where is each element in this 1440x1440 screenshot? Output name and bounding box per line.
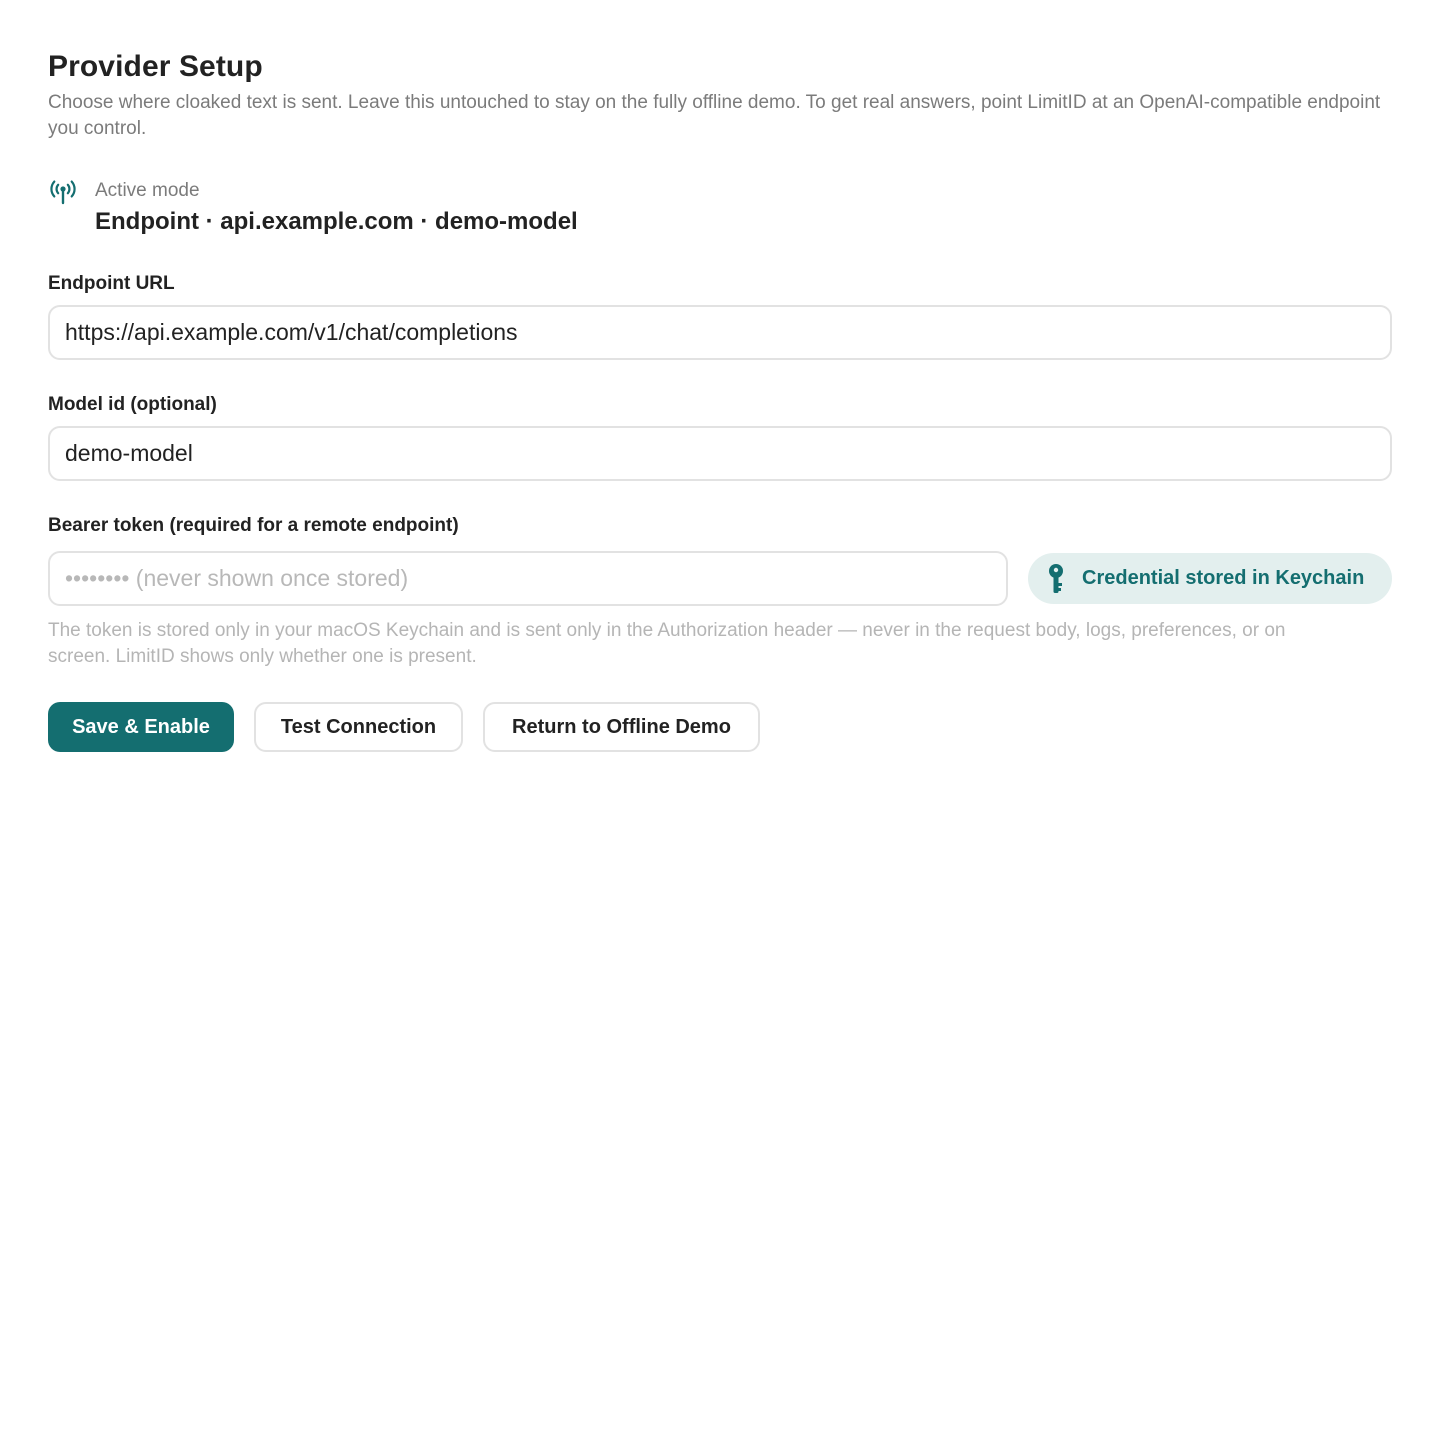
return-offline-demo-button[interactable]: Return to Offline Demo [483,702,760,752]
action-bar [48,702,1392,752]
model-id-label: Model id (optional) [48,394,217,415]
active-mode-text [95,178,578,238]
bearer-token-input[interactable] [48,551,1008,606]
page-description: Choose where cloaked text is sent. Leave this untouched to stay on the fully offline demo. To get real answers, point LimitID at an OpenAI-compatible endpoint you control. [48,92,1381,139]
token-help-text: The token is stored only in your macOS Keychain and is sent only in the Authorization header — never in the request body, logs, preferences, or on screen. LimitID shows only whether one is present. [48,620,1286,667]
save-enable-button[interactable]: Save & Enable [48,702,234,752]
active-mode-value: Endpoint · api.example.com · demo-model [95,208,578,235]
active-mode-section [48,178,1392,238]
test-connection-button[interactable]: Test Connection [254,702,463,752]
endpoint-url-label: Endpoint URL [48,273,175,294]
keychain-status-badge [1028,553,1392,604]
bearer-token-label: Bearer token (required for a remote endpoint) [48,515,459,536]
page-title: Provider Setup [48,50,263,83]
keychain-status-label: Credential stored in Keychain [1082,567,1365,589]
model-id-input[interactable] [48,426,1392,481]
key-icon [1046,563,1066,595]
endpoint-url-input[interactable] [48,305,1392,360]
bearer-token-row [48,551,1392,606]
antenna-icon [48,178,78,208]
active-mode-label: Active mode [95,180,200,201]
